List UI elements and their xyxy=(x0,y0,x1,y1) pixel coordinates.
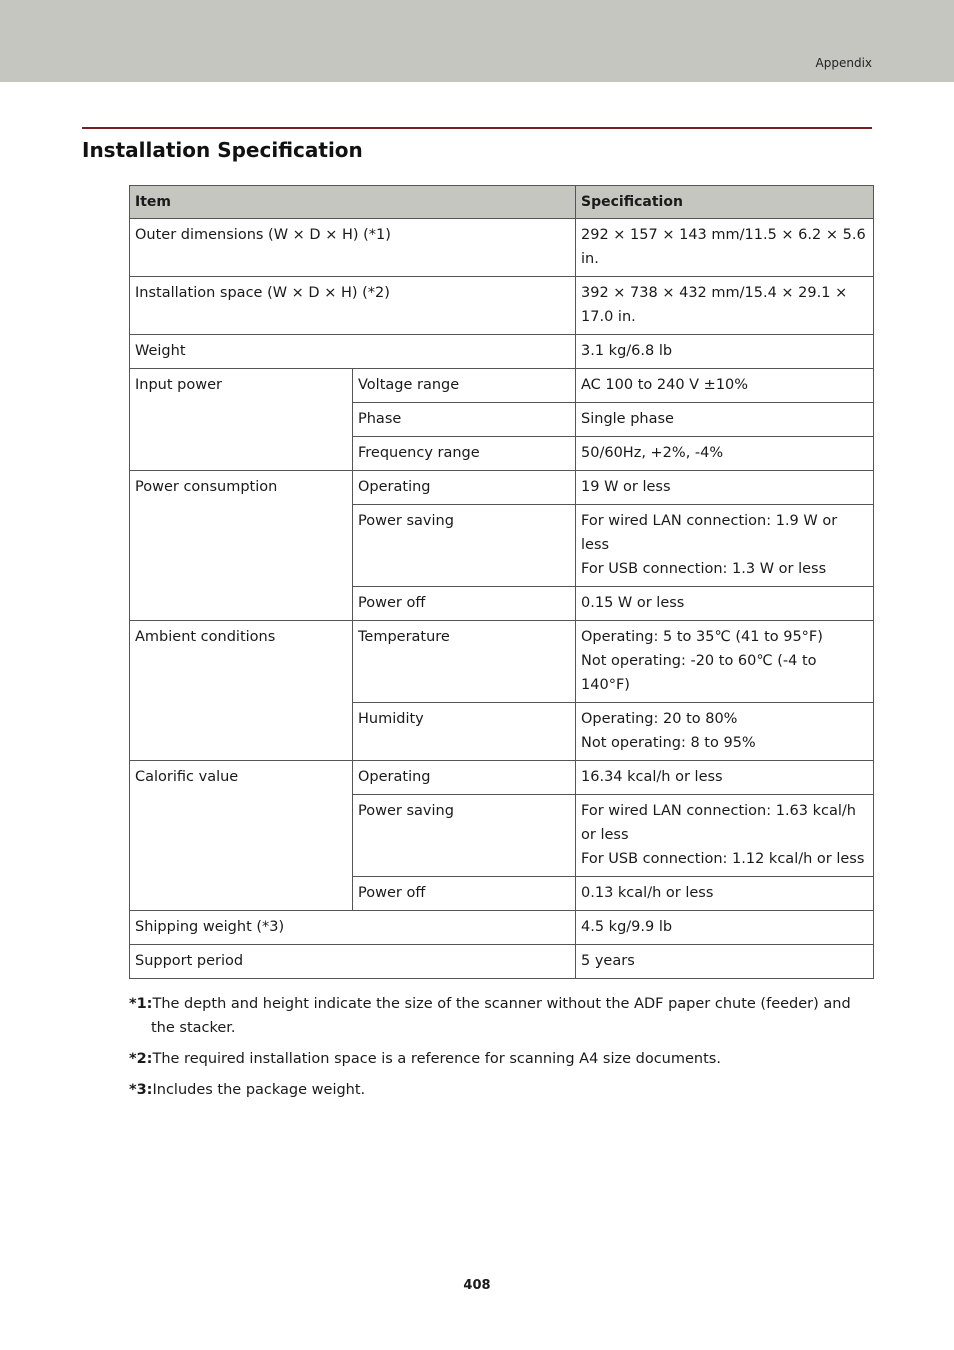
subitem-cell: Operating xyxy=(353,761,576,795)
spec-cell: 0.15 W or less xyxy=(576,587,874,621)
footnote xyxy=(129,1078,873,1102)
spec-cell: 50/60Hz, +2%, -4% xyxy=(576,437,874,471)
subitem-cell: Voltage range xyxy=(353,369,576,403)
page-title: Installation Specification xyxy=(82,138,363,162)
spec-cell: Single phase xyxy=(576,403,874,437)
table-row xyxy=(130,277,874,335)
footnote-mark: *2: xyxy=(129,1051,153,1067)
item-cell: Installation space (W × D × H) (*2) xyxy=(130,277,576,335)
table-row xyxy=(130,335,874,369)
item-cell: Input power xyxy=(130,369,353,471)
spec-cell xyxy=(576,703,874,761)
spec-text: For wired LAN connection: 1.63 kcal/h or less For USB connection: 1.12 kcal/h or less xyxy=(581,803,865,867)
spec-cell: 19 W or less xyxy=(576,471,874,505)
item-cell: Ambient conditions xyxy=(130,621,353,761)
spec-cell: AC 100 to 240 V ±10% xyxy=(576,369,874,403)
header-item: Item xyxy=(130,186,576,219)
spec-text: Operating: 5 to 35℃ (41 to 95°F) Not operating: -20 to 60℃ (-4 to 140°F) xyxy=(581,629,823,693)
spec-cell: 4.5 kg/9.9 lb xyxy=(576,911,874,945)
spec-cell xyxy=(576,505,874,587)
header-specification: Specification xyxy=(576,186,874,219)
footnote-mark: *1: xyxy=(129,996,153,1012)
spec-cell: 16.34 kcal/h or less xyxy=(576,761,874,795)
subitem-cell: Power saving xyxy=(353,505,576,587)
spec-cell xyxy=(576,621,874,703)
subitem-cell: Temperature xyxy=(353,621,576,703)
subitem-cell: Frequency range xyxy=(353,437,576,471)
item-cell: Outer dimensions (W × D × H) (*1) xyxy=(130,219,576,277)
subitem-cell: Power off xyxy=(353,877,576,911)
footnote-mark: *3: xyxy=(129,1082,153,1098)
table-row xyxy=(130,761,874,795)
spec-text: For wired LAN connection: 1.9 W or less For USB connection: 1.3 W or less xyxy=(581,513,838,577)
spec-cell: 392 × 738 × 432 mm/15.4 × 29.1 × 17.0 in. xyxy=(576,277,874,335)
header-band xyxy=(0,0,954,82)
spec-cell: 5 years xyxy=(576,945,874,979)
footnote-text: Includes the package weight. xyxy=(152,1082,366,1098)
item-cell: Power consumption xyxy=(130,471,353,621)
spec-cell xyxy=(576,795,874,877)
table-header-row xyxy=(130,186,874,219)
section-label: Appendix xyxy=(815,56,872,70)
item-cell: Shipping weight (*3) xyxy=(130,911,576,945)
spec-cell: 292 × 157 × 143 mm/11.5 × 6.2 × 5.6 in. xyxy=(576,219,874,277)
footnote xyxy=(129,992,873,1040)
item-cell: Calorific value xyxy=(130,761,353,911)
table-row xyxy=(130,219,874,277)
table-row xyxy=(130,369,874,403)
spec-cell: 0.13 kcal/h or less xyxy=(576,877,874,911)
table-row xyxy=(130,911,874,945)
spec-cell: 3.1 kg/6.8 lb xyxy=(576,335,874,369)
item-cell: Support period xyxy=(130,945,576,979)
footnotes xyxy=(129,992,873,1109)
subitem-cell: Power saving xyxy=(353,795,576,877)
spec-table xyxy=(129,185,874,979)
footnote-text: The depth and height indicate the size of the scanner without the ADF paper chute (feeder) and the stacker. xyxy=(151,996,851,1036)
subitem-cell: Operating xyxy=(353,471,576,505)
table-row xyxy=(130,471,874,505)
table-row xyxy=(130,945,874,979)
subitem-cell: Humidity xyxy=(353,703,576,761)
spec-text: Operating: 20 to 80% Not operating: 8 to 95% xyxy=(581,711,756,751)
footnote-text: The required installation space is a reference for scanning A4 size documents. xyxy=(152,1051,721,1067)
subitem-cell: Power off xyxy=(353,587,576,621)
title-rule xyxy=(82,127,872,129)
table-row xyxy=(130,621,874,703)
footnote xyxy=(129,1047,873,1071)
page-number: 408 xyxy=(463,1278,491,1293)
subitem-cell: Phase xyxy=(353,403,576,437)
item-cell: Weight xyxy=(130,335,576,369)
